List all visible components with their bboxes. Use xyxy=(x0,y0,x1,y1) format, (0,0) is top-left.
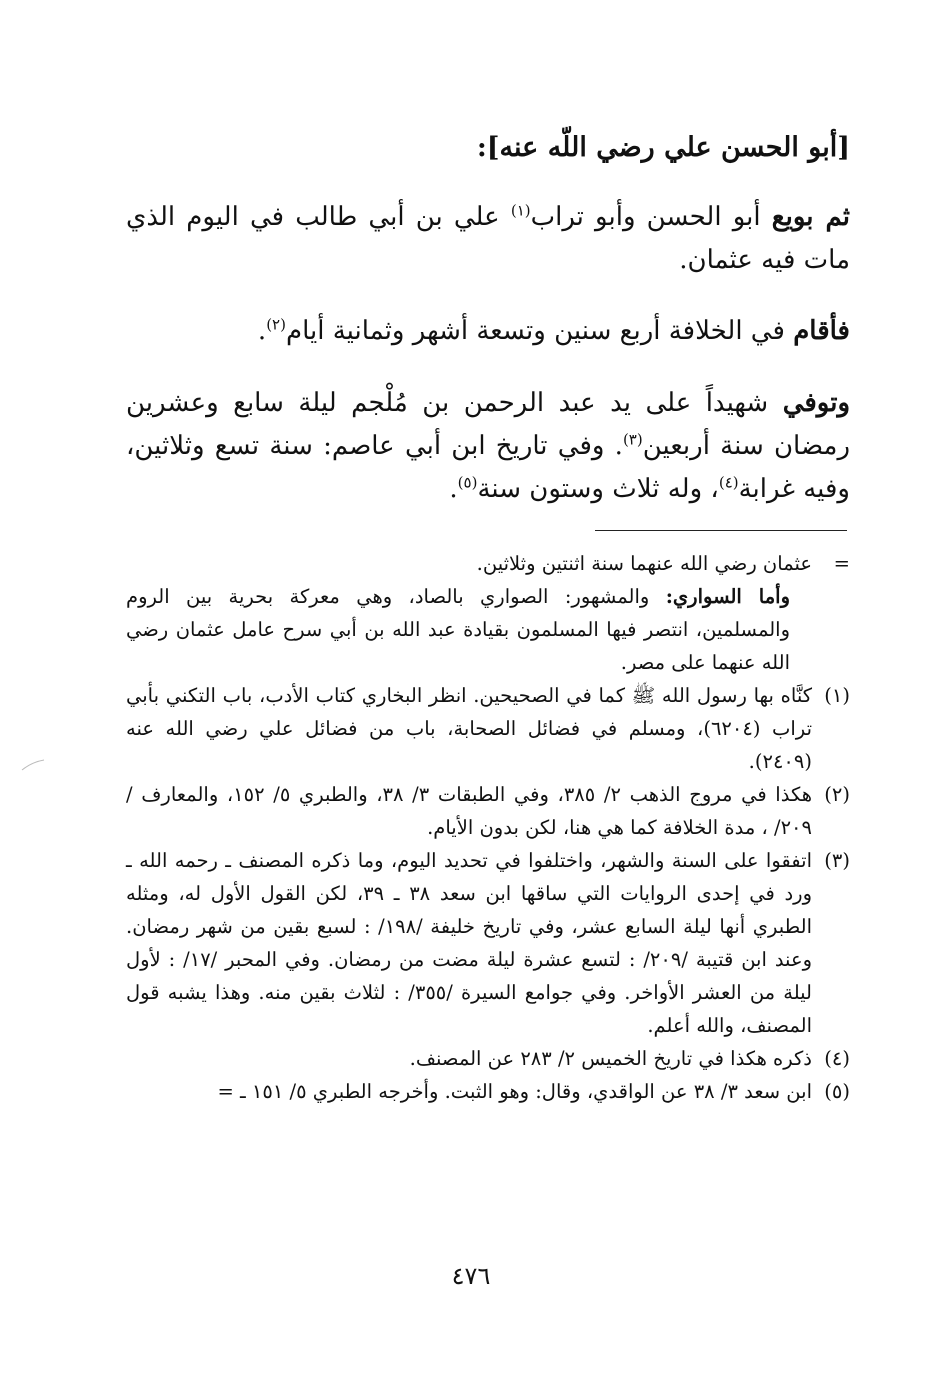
footnote-number: (٥) xyxy=(824,1080,850,1103)
body-paragraph-1 xyxy=(126,196,850,282)
paragraph-text: أبو الحسن وأبو تراب xyxy=(530,202,761,232)
section-heading: [أبو الحسن علي رضي اللّه عنه]: xyxy=(476,132,850,163)
footnote-text: هكذا في مروج الذهب ٢/ ٣٨٥، وفي الطبقات ٣/ ٣٨، والطبري ٥/ ١٥٢، والمعارف /٢٠٩/ ، مدة الخلافة كما هي هنا، لكن بدون الأيام. xyxy=(126,783,812,839)
paragraph-text: . xyxy=(449,474,458,504)
paragraph-text: في الخلافة أربع سنين وتسعة أشهر وثمانية أيام xyxy=(285,316,785,346)
continuation-marker: = xyxy=(833,552,850,575)
page-number: ٤٧٦ xyxy=(451,1262,491,1290)
paragraph-text: . xyxy=(257,316,267,346)
footnote-number: (١) xyxy=(824,684,850,707)
footnote-continuation-text xyxy=(126,580,850,679)
paragraph-text: . وفي تاريخ ابن أبي عاصم: سنة تسع وثلاثين، وفيه غرابة xyxy=(126,431,850,504)
footnote-text: والمشهور: الصواري بالصاد، وهي معركة بحرية بين الروم والمسلمين، انتصر فيها المسلمون بقيادة عبد الله بن أبي سرح عامل عثمان رضي الله عنهما على مصر. xyxy=(126,585,790,674)
footnote-ref[interactable]: (٥) xyxy=(457,473,478,492)
footnote-ref[interactable]: (١) xyxy=(510,201,531,220)
footnote-number: (٢) xyxy=(824,783,850,806)
paragraph-lead: ثم بويع xyxy=(771,202,851,232)
body-paragraph-3 xyxy=(126,382,850,511)
paragraph-text: شهيداً على يد عبد الرحمن بن مُلْجم ليلة سابع وعشرين رمضان سنة أربعين xyxy=(126,388,851,461)
body-paragraph-2 xyxy=(126,310,850,353)
paragraph-lead: فأقام xyxy=(793,316,850,346)
footnote-text: اتفقوا على السنة والشهر، واختلفوا في تحديد اليوم، وما ذكره المصنف ـ رحمه الله ـ ورد في إحدى الروايات التي ساقها ابن سعد ٣٨ ـ ٣٩، لكن القول الأول له، ومثله الطبري أنها ليلة السابع عشر، وفي تاريخ خليفة /١٩٨/ : لسبع بقين من شهر رمضان. وعند ابن قتيبة /٢٠٩/ : لتسع عشرة ليلة مضت من رمضان. وفي المحبر /١٧/ : لأول ليلة من العشر الأواخر. وفي جوامع السيرة /٣٥٥/ : لثلاث بقين منه. وهذا يشبه قول المصنف، والله أعلم. xyxy=(126,849,813,1037)
footnote-continuation xyxy=(126,547,850,580)
footnote-ref[interactable]: (٢) xyxy=(266,315,286,334)
footnote-number: (٣) xyxy=(824,849,850,872)
footnote-number: (٤) xyxy=(824,1047,850,1070)
footnote-3 xyxy=(126,844,850,1042)
footnote-text: عثمان رضي الله عنهما سنة اثنتين وثلاثين. xyxy=(476,552,812,575)
footnote-text: ابن سعد ٣/ ٣٨ عن الواقدي، وقال: وهو الثبت. وأخرجه الطبري ٥/ ١٥١ ـ = xyxy=(217,1080,812,1103)
footnote-text: كنَّاه بها رسول الله ﷺ كما في الصحيحين. انظر البخاري كتاب الأدب، باب التكني بأبي تراب (٦٢٠٤)، ومسلم في فضائل الصحابة، باب من فضائل علي رضي الله عنه (٢٤٠٩). xyxy=(126,684,812,773)
footnote-text: ذكره هكذا في تاريخ الخميس ٢/ ٢٨٣ عن المصنف. xyxy=(409,1047,812,1070)
footnote-ref[interactable]: (٤) xyxy=(718,473,739,492)
footnotes xyxy=(126,547,850,1108)
footnote-5 xyxy=(126,1075,850,1108)
footnote-2 xyxy=(126,778,850,844)
paragraph-text: ، وله ثلاث وستون سنة xyxy=(477,474,719,504)
paragraph-text: علي بن أبي طالب في اليوم الذي مات فيه عثمان. xyxy=(126,202,850,275)
margin-tick-mark-icon xyxy=(18,752,48,782)
footnote-1 xyxy=(126,679,850,778)
paragraph-lead: وتوفي xyxy=(782,388,851,418)
footnote-4 xyxy=(126,1042,850,1075)
footnote-separator xyxy=(595,530,847,531)
footnote-bold-lead: وأما السواري: xyxy=(665,585,791,608)
footnote-ref[interactable]: (٣) xyxy=(622,430,643,449)
